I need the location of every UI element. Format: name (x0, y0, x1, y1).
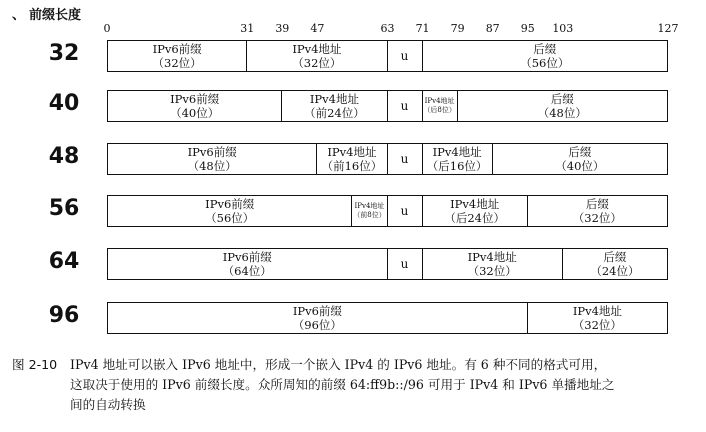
field-name: IPv4地址 (309, 91, 359, 106)
address-format-row (107, 90, 668, 122)
field-name: u (400, 98, 409, 113)
u-bits-field (388, 90, 423, 122)
address-field (493, 143, 668, 175)
address-field (107, 40, 247, 72)
field-name: IPv4地址 (467, 249, 517, 264)
address-field (423, 248, 563, 280)
prefix-length-value: 32 (48, 41, 80, 66)
field-name: u (400, 151, 409, 166)
field-bit-length: （96位） (292, 318, 342, 332)
field-name: 后缀 (550, 91, 574, 106)
field-bit-length: （32位） (572, 318, 622, 332)
field-bit-length: （32位） (467, 264, 517, 278)
address-field (107, 195, 352, 227)
bit-tick: 31 (240, 22, 255, 35)
prefix-length-value: 96 (48, 303, 80, 328)
caption-line-3: 间的自动转换 (70, 397, 146, 412)
u-bits-field (388, 143, 423, 175)
address-field (563, 248, 668, 280)
field-name: 后缀 (603, 249, 627, 264)
field-bit-length: （前24位） (304, 106, 365, 120)
field-bit-length: （64位） (222, 264, 272, 278)
field-bit-length: （后16位） (426, 159, 488, 173)
field-bit-length: （32位） (152, 56, 202, 70)
heading-title: 前缀长度 (29, 8, 82, 23)
field-name: IPv4地址 (424, 97, 455, 106)
address-field (352, 195, 387, 227)
field-name: u (400, 48, 409, 63)
prefix-length-value: 40 (48, 91, 80, 116)
address-format-row (107, 302, 668, 334)
field-bit-length: （48位） (187, 159, 237, 173)
field-name: IPv4地址 (572, 303, 622, 318)
bit-tick: 47 (310, 22, 325, 35)
field-bit-length: （前8位） (353, 211, 386, 219)
bit-tick: 71 (415, 22, 430, 35)
figure-number: 图 2-10 (12, 357, 58, 372)
field-bit-length: （56位） (205, 211, 255, 225)
field-name: 后缀 (533, 41, 557, 56)
field-name: IPv6前缀 (292, 303, 342, 318)
field-name: IPv6前缀 (187, 144, 237, 159)
field-bit-length: （后8位） (423, 106, 456, 114)
caption-line-2: 这取决于使用的 IPv6 前缀长度。众所周知的前缀 64:ff9b::/96 可用于 IPv4 和 IPv6 单播地址之 (70, 377, 615, 392)
u-bits-field (388, 40, 423, 72)
field-bit-length: （24位） (590, 264, 640, 278)
address-field (107, 248, 388, 280)
bit-tick: 39 (275, 22, 290, 35)
field-bit-length: （40位） (170, 106, 220, 120)
address-format-row (107, 143, 668, 175)
field-bit-length: （32位） (572, 211, 622, 225)
address-field (247, 40, 387, 72)
u-bits-field (388, 248, 423, 280)
address-field (528, 195, 668, 227)
bit-tick: 79 (450, 22, 465, 35)
address-field (423, 143, 493, 175)
field-bit-length: （后24位） (444, 211, 505, 225)
field-name: 后缀 (585, 196, 609, 211)
field-name: IPv6前缀 (205, 196, 255, 211)
bit-tick: 87 (485, 22, 500, 35)
address-format-row (107, 40, 668, 72)
field-name: IPv4地址 (327, 144, 377, 159)
field-name: IPv6前缀 (170, 91, 220, 106)
address-field (107, 302, 528, 334)
bit-tick: 63 (380, 22, 395, 35)
prefix-length-value: 56 (48, 196, 80, 221)
heading-bullet: 、 (12, 8, 26, 23)
field-name: IPv6前缀 (152, 41, 202, 56)
field-name: 后缀 (568, 144, 592, 159)
field-bit-length: （40位） (555, 159, 605, 173)
field-name: u (400, 203, 409, 218)
address-field (423, 90, 458, 122)
address-field (317, 143, 387, 175)
field-bit-length: （56位） (520, 56, 570, 70)
field-name: u (400, 256, 409, 271)
field-name: IPv4地址 (432, 144, 482, 159)
prefix-length-value: 48 (48, 144, 80, 169)
field-name: IPv4地址 (354, 202, 385, 211)
field-name: IPv4地址 (292, 41, 342, 56)
prefix-length-value: 64 (48, 249, 80, 274)
address-field (458, 90, 668, 122)
address-field (423, 40, 668, 72)
field-bit-length: （前16位） (321, 159, 383, 173)
address-field (423, 195, 528, 227)
bit-tick: 95 (520, 22, 535, 35)
field-name: IPv6前缀 (222, 249, 272, 264)
u-bits-field (388, 195, 423, 227)
field-name: IPv4地址 (450, 196, 500, 211)
field-bit-length: （32位） (292, 56, 342, 70)
field-bit-length: （48位） (537, 106, 587, 120)
bit-tick: 127 (657, 22, 679, 35)
address-field (282, 90, 387, 122)
bit-tick: 0 (103, 22, 111, 35)
address-field (107, 90, 282, 122)
bit-tick: 103 (552, 22, 574, 35)
address-format-row (107, 195, 668, 227)
figure-caption (12, 355, 696, 415)
caption-line-1: IPv4 地址可以嵌入 IPv6 地址中，形成一个嵌入 IPv4 的 IPv6 地址。有 6 种不同的格式可用， (70, 357, 607, 372)
address-field (528, 302, 668, 334)
address-field (107, 143, 317, 175)
address-format-row (107, 248, 668, 280)
prefix-length-heading (12, 4, 81, 23)
